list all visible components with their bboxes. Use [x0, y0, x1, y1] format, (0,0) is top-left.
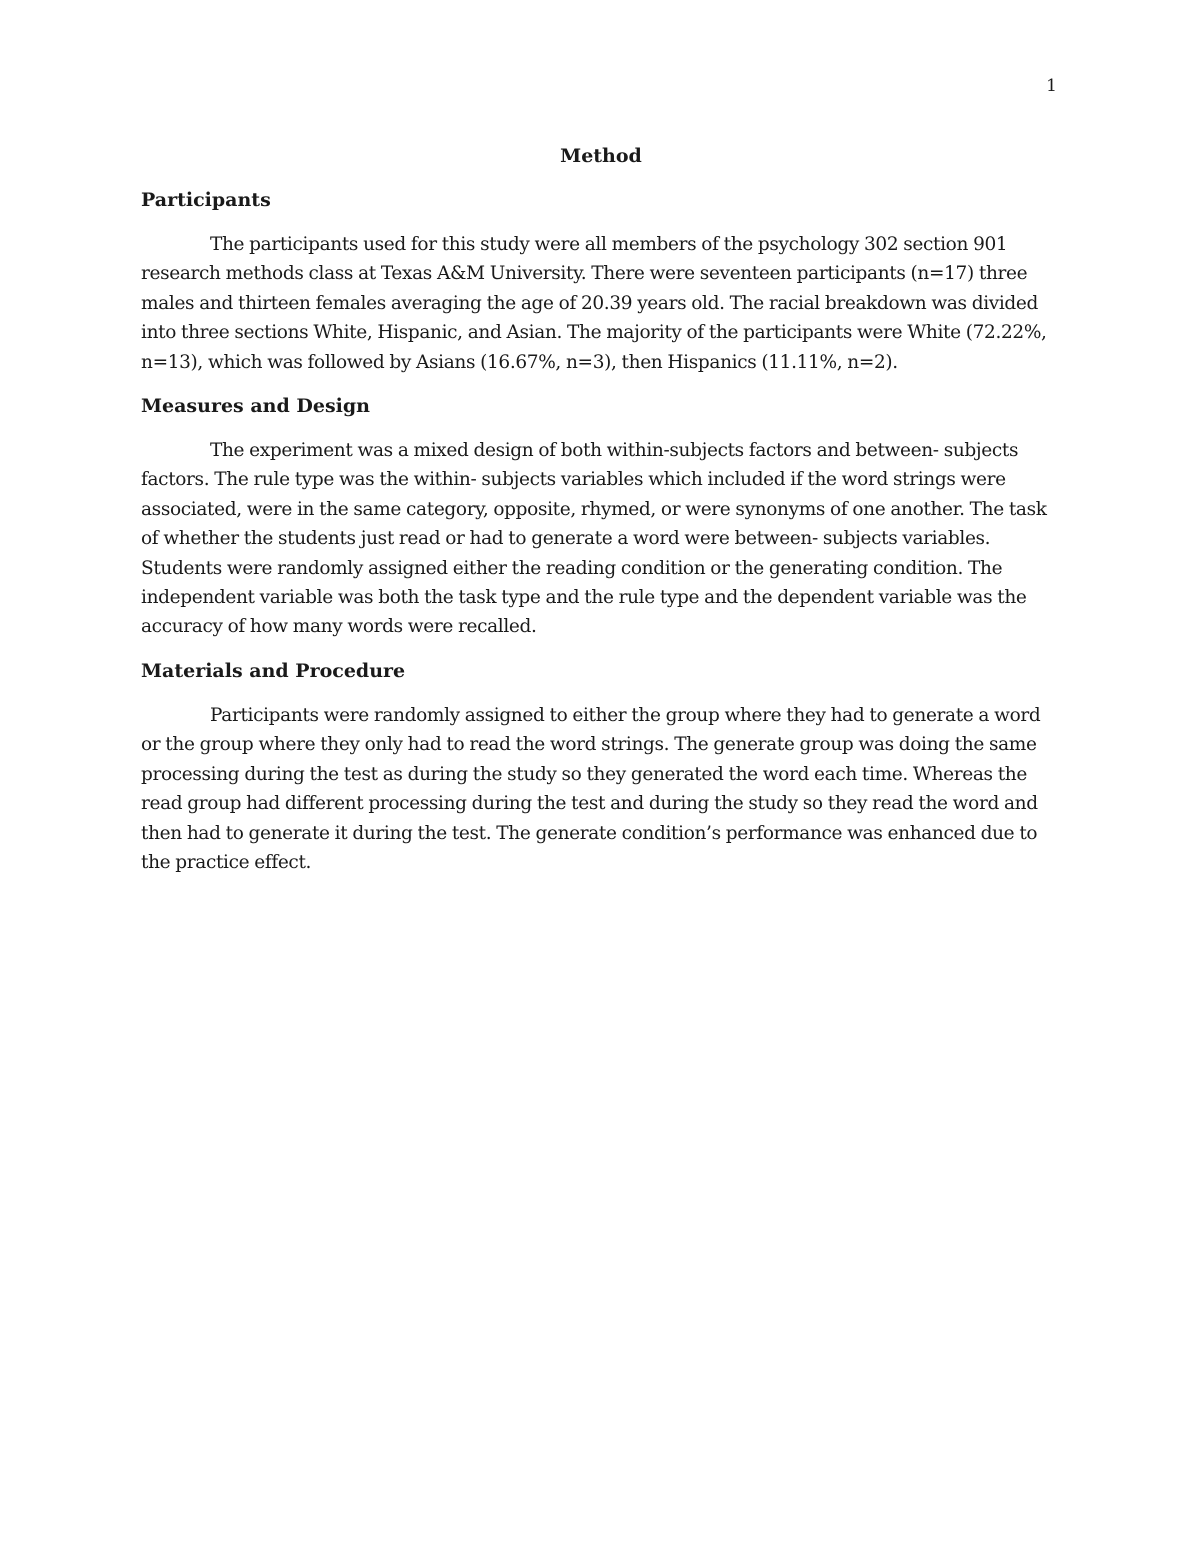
section-heading-participants: Participants [141, 189, 271, 211]
section-heading-materials-and-procedure: Materials and Procedure [141, 659, 406, 682]
document-body [141, 142, 1061, 892]
section-paragraph-measures-and-design: The experiment was a mixed design of both within-subjects factors and between- subjects factors. The rule type was the within- subjects variables which included if the word strings were associated, were in the same category, opposite, rhymed, or were synonyms of one another. The task of whether the students just read or had to generate a word were between- subjects variables. Students were randomly assigned either the reading condition or the generating condition. The independent variable was both the task type and the rule type and the dependent variable was the accuracy of how many words were recalled. [141, 440, 1047, 638]
page-title: Method [560, 145, 642, 167]
section-paragraph-materials-and-procedure: Participants were randomly assigned to either the group where they had to generate a word or the group where they only had to read the word strings. The generate group was doing the same processing during the test as during the study so they generated the word each time. Whereas the read group had different processing during the test and during the study so they read the word and then had to generate it during the test. The generate condition’s performance was enhanced due to the practice effect. [141, 704, 1041, 873]
section-paragraph-participants: The participants used for this study were all members of the psychology 302 section 901 research methods class at Texas A&M University. There were seventeen participants (n=17) three males and thirteen females averaging the age of 20.39 years old. The racial breakdown was divided into three sections White, Hispanic, and Asian. The majority of the participants were White (72.22%, n=13), which was followed by Asians (16.67%, n=3), then Hispanics (11.11%, n=2). [141, 234, 1047, 373]
section-heading-measures-and-design: Measures and Design [141, 395, 370, 418]
page-number: 1 [1046, 76, 1057, 96]
